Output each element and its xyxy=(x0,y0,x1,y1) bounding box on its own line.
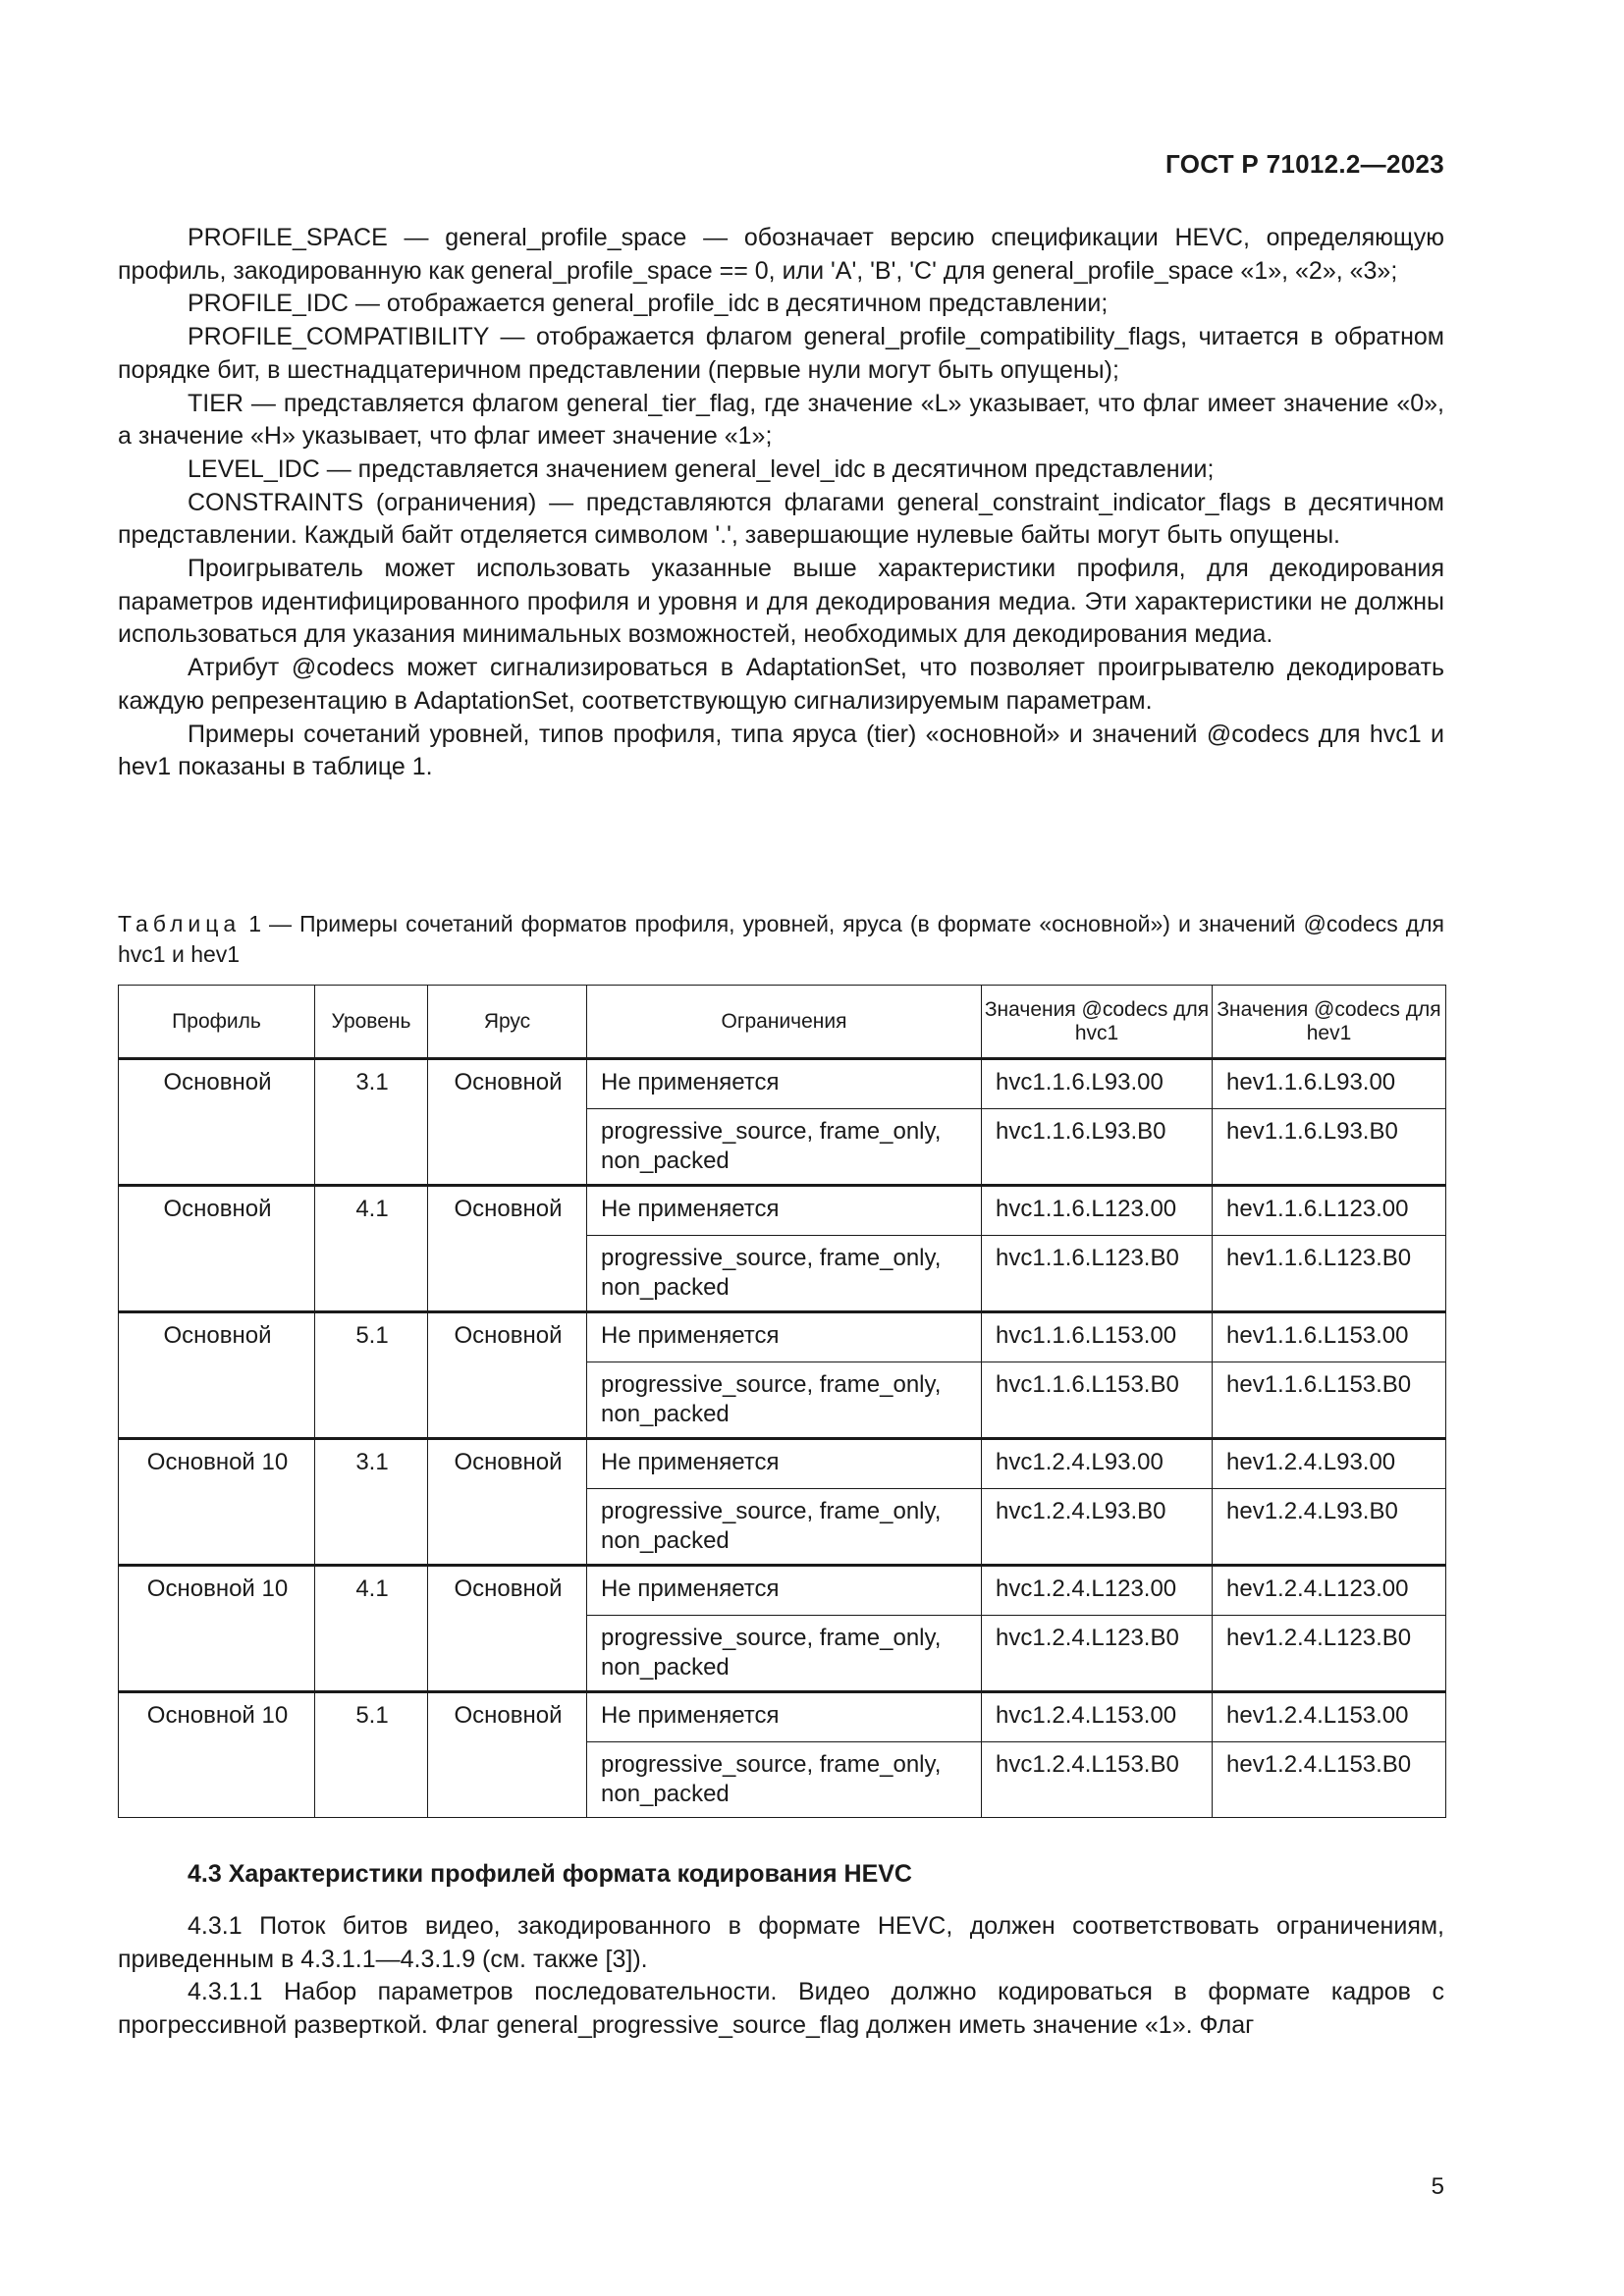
cell-hvc1: hvc1.1.6.L93.B0 xyxy=(982,1109,1213,1186)
cell-constraints: Не применяется xyxy=(587,1692,982,1742)
cell-tier: Основной xyxy=(428,1439,587,1566)
cell-hvc1: hvc1.2.4.L93.B0 xyxy=(982,1489,1213,1566)
table-row xyxy=(119,1059,1446,1109)
table-row xyxy=(119,1692,1446,1742)
cell-hev1: hev1.1.6.L123.00 xyxy=(1213,1186,1446,1236)
cell-hev1: hev1.1.6.L123.B0 xyxy=(1213,1236,1446,1312)
table-header-row xyxy=(119,986,1446,1059)
cell-hev1: hev1.2.4.L153.00 xyxy=(1213,1692,1446,1742)
table-row xyxy=(119,1566,1446,1616)
cell-level: 3.1 xyxy=(315,1059,428,1186)
cell-profile: Основной 10 xyxy=(119,1439,315,1566)
section-heading: 4.3 Характеристики профилей формата кодирования HEVC xyxy=(188,1860,912,1888)
page-number: 5 xyxy=(1431,2173,1444,2200)
codecs-table xyxy=(118,985,1446,1818)
table-row xyxy=(119,1312,1446,1362)
cell-hev1: hev1.2.4.L153.B0 xyxy=(1213,1742,1446,1818)
cell-constraints: progressive_source, frame_only, non_packed xyxy=(587,1362,982,1439)
header-codecs-hev1: Значения @codecs для hev1 xyxy=(1213,986,1446,1059)
cell-hvc1: hvc1.1.6.L123.B0 xyxy=(982,1236,1213,1312)
paragraph-4-3-1-1: 4.3.1.1 Набор параметров последовательности. Видео должно кодироваться в формате кадров с прогрессивной разверткой. Флаг general_progressive_source_flag должен иметь значение «1». Флаг xyxy=(118,1978,1444,2040)
table-caption-number: 1 xyxy=(248,911,261,936)
cell-hev1: hev1.1.6.L153.00 xyxy=(1213,1312,1446,1362)
cell-level: 4.1 xyxy=(315,1186,428,1312)
cell-hvc1: hvc1.1.6.L153.B0 xyxy=(982,1362,1213,1439)
cell-hvc1: hvc1.2.4.L123.00 xyxy=(982,1566,1213,1616)
table-caption-label: Таблица xyxy=(118,911,242,936)
paragraph-examples: Примеры сочетаний уровней, типов профиля, типа яруса (tier) «основной» и значений @codecs для hvc1 и hev1 показаны в таблице 1. xyxy=(118,720,1444,781)
header-constraints: Ограничения xyxy=(587,986,982,1059)
cell-hev1: hev1.1.6.L93.B0 xyxy=(1213,1109,1446,1186)
cell-hev1: hev1.2.4.L93.00 xyxy=(1213,1439,1446,1489)
cell-profile: Основной xyxy=(119,1186,315,1312)
cell-hev1: hev1.1.6.L153.B0 xyxy=(1213,1362,1446,1439)
paragraph-profile-compatibility: PROFILE_COMPATIBILITY — отображается флагом general_profile_compatibility_flags, читается в обратном порядке бит, в шестнадцатеричном представлении (первые нули могут быть опущены); xyxy=(118,323,1444,384)
cell-hvc1: hvc1.2.4.L153.00 xyxy=(982,1692,1213,1742)
paragraph-constraints: CONSTRAINTS (ограничения) — представляются флагами general_constraint_indicator_flags в десятичном представлении. Каждый байт отделяется символом '.', завершающие нулевые байты могут быть опущены. xyxy=(118,488,1444,550)
cell-constraints: Не применяется xyxy=(587,1186,982,1236)
cell-hvc1: hvc1.1.6.L153.00 xyxy=(982,1312,1213,1362)
cell-profile: Основной 10 xyxy=(119,1566,315,1692)
cell-tier: Основной xyxy=(428,1186,587,1312)
table-caption xyxy=(118,909,1444,970)
cell-tier: Основной xyxy=(428,1692,587,1818)
paragraph-codecs-attribute: Атрибут @codecs может сигнализироваться в AdaptationSet, что позволяет проигрывателю декодировать каждую репрезентацию в AdaptationSet, соответствующую сигнализируемым параметрам. xyxy=(118,654,1444,715)
cell-level: 3.1 xyxy=(315,1439,428,1566)
cell-constraints: Не применяется xyxy=(587,1059,982,1109)
cell-profile: Основной xyxy=(119,1059,315,1186)
paragraph-level-idc: LEVEL_IDC — представляется значением general_level_idc в десятичном представлении; xyxy=(188,454,1215,483)
paragraph-player-usage: Проигрыватель может использовать указанные выше характеристики профиля, для декодирования параметров идентифицированного профиля и уровня и для декодирования медиа. Эти характеристики не должны использоваться для указания минимальных возможностей, необходимых для декодирования медиа. xyxy=(118,555,1444,649)
cell-constraints: progressive_source, frame_only, non_packed xyxy=(587,1109,982,1186)
cell-tier: Основной xyxy=(428,1312,587,1439)
section-text xyxy=(118,1910,1444,2043)
cell-hvc1: hvc1.2.4.L93.00 xyxy=(982,1439,1213,1489)
cell-hev1: hev1.2.4.L123.00 xyxy=(1213,1566,1446,1616)
cell-constraints: progressive_source, frame_only, non_packed xyxy=(587,1236,982,1312)
cell-hvc1: hvc1.2.4.L123.B0 xyxy=(982,1616,1213,1692)
cell-constraints: Не применяется xyxy=(587,1566,982,1616)
cell-hev1: hev1.2.4.L93.B0 xyxy=(1213,1489,1446,1566)
cell-tier: Основной xyxy=(428,1059,587,1186)
cell-hev1: hev1.1.6.L93.00 xyxy=(1213,1059,1446,1109)
table-row xyxy=(119,1439,1446,1489)
cell-constraints: Не применяется xyxy=(587,1439,982,1489)
cell-hev1: hev1.2.4.L123.B0 xyxy=(1213,1616,1446,1692)
cell-hvc1: hvc1.2.4.L153.B0 xyxy=(982,1742,1213,1818)
paragraph-tier: TIER — представляется флагом general_tier_flag, где значение «L» указывает, что флаг имеет значение «0», а значение «H» указывает, что флаг имеет значение «1»; xyxy=(118,389,1444,451)
cell-level: 5.1 xyxy=(315,1692,428,1818)
cell-level: 4.1 xyxy=(315,1566,428,1692)
header-level: Уровень xyxy=(315,986,428,1059)
header-profile: Профиль xyxy=(119,986,315,1059)
cell-constraints: Не применяется xyxy=(587,1312,982,1362)
table-caption-text: — Примеры сочетаний форматов профиля, уровней, яруса (в формате «основной») и значений @codecs для hvc1 и hev1 xyxy=(118,911,1445,967)
header-tier: Ярус xyxy=(428,986,587,1059)
header-codecs-hvc1: Значения @codecs для hvc1 xyxy=(982,986,1213,1059)
cell-profile: Основной 10 xyxy=(119,1692,315,1818)
table-row xyxy=(119,1186,1446,1236)
cell-level: 5.1 xyxy=(315,1312,428,1439)
paragraph-profile-idc: PROFILE_IDC — отображается general_profile_idc в десятичном представлении; xyxy=(188,290,1109,318)
paragraph-4-3-1: 4.3.1 Поток битов видео, закодированного в формате HEVC, должен соответствовать ограничениям, приведенным в 4.3.1.1—4.3.1.9 (см. также [3]). xyxy=(118,1912,1444,1973)
paragraph-profile-space: PROFILE_SPACE — general_profile_space — обозначает версию спецификации HEVC, определяющую профиль, закодированную как general_profile_space == 0, или 'A', 'B', 'C' для general_profile_space «1», «2», «3»; xyxy=(118,224,1444,285)
cell-constraints: progressive_source, frame_only, non_packed xyxy=(587,1489,982,1566)
cell-tier: Основной xyxy=(428,1566,587,1692)
cell-constraints: progressive_source, frame_only, non_packed xyxy=(587,1742,982,1818)
cell-profile: Основной xyxy=(119,1312,315,1439)
cell-constraints: progressive_source, frame_only, non_packed xyxy=(587,1616,982,1692)
body-text xyxy=(118,222,1444,784)
cell-hvc1: hvc1.1.6.L93.00 xyxy=(982,1059,1213,1109)
standard-code-header: ГОСТ Р 71012.2—2023 xyxy=(1165,149,1444,179)
cell-hvc1: hvc1.1.6.L123.00 xyxy=(982,1186,1213,1236)
